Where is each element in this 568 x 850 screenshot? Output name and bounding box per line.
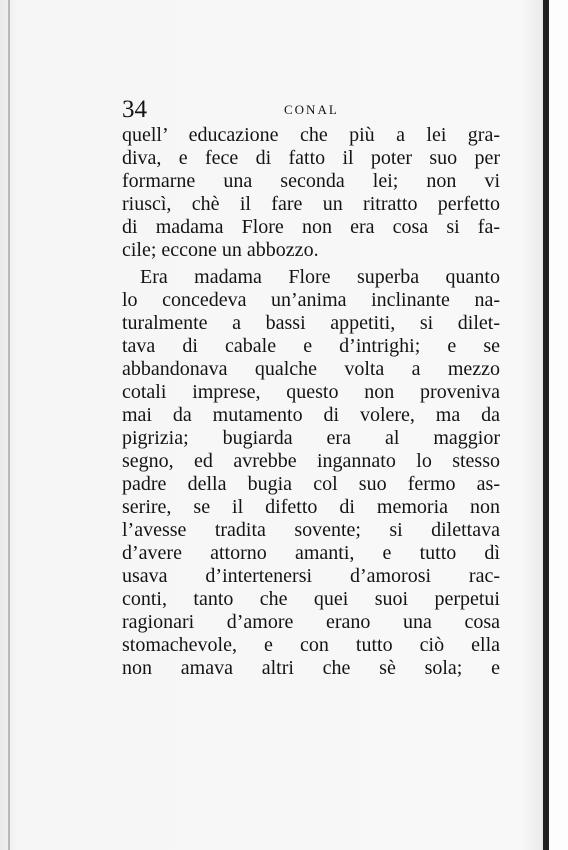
text-line: non amava altri che sè sola; e	[122, 657, 500, 679]
text-line: abbandonava qualche volta a mezzo	[122, 358, 500, 380]
text-line: ragionari d’amore erano una cosa	[122, 611, 500, 633]
text-line: cile; eccone un abbozzo.	[122, 239, 319, 261]
text-line: segno, ed avrebbe ingannato lo stesso	[122, 450, 500, 472]
paragraph-1	[122, 124, 500, 262]
page-left-edge	[8, 0, 10, 850]
text-line: serire, se il difetto di memoria non	[122, 496, 500, 518]
text-line: diva, e fece di fatto il poter suo per	[122, 147, 500, 169]
paragraph-2	[122, 266, 500, 680]
page-right-margin	[549, 0, 568, 850]
page-header	[122, 95, 500, 125]
body-text	[122, 124, 500, 680]
text-line: di madama Flore non era cosa si fa-	[122, 216, 500, 238]
text-line: stomachevole, e con tutto ciò ella	[122, 634, 500, 656]
text-line: cotali imprese, questo non proveniva	[122, 381, 500, 403]
text-line: pigrizia; bugiarda era al maggior	[122, 427, 500, 449]
text-line: tava di cabale e d’intrighi; e se	[122, 335, 500, 357]
text-line: turalmente a bassi appetiti, si dilet-	[122, 312, 500, 334]
text-line: riuscì, chè il fare un ritratto perfetto	[122, 193, 500, 215]
text-line: l’avesse tradita sovente; si dilettava	[122, 519, 500, 541]
text-line: padre della bugia col suo fermo as-	[122, 473, 500, 495]
text-line: quell’ educazione che più a lei gra-	[122, 124, 500, 146]
text-line: formarne una seconda lei; non vi	[122, 170, 500, 192]
text-line: mai da mutamento di volere, ma da	[122, 404, 500, 426]
text-line: conti, tanto che quei suoi perpetui	[122, 588, 500, 610]
text-line: d’avere attorno amanti, e tutto dì	[122, 542, 500, 564]
text-line: lo concedeva un’anima inclinante na-	[122, 289, 500, 311]
page-number: 34	[122, 96, 147, 123]
text-line: Era madama Flore superba quanto	[140, 266, 500, 288]
text-line: usava d’intertenersi d’amorosi rac-	[122, 565, 500, 587]
running-title: CONAL	[284, 102, 339, 117]
